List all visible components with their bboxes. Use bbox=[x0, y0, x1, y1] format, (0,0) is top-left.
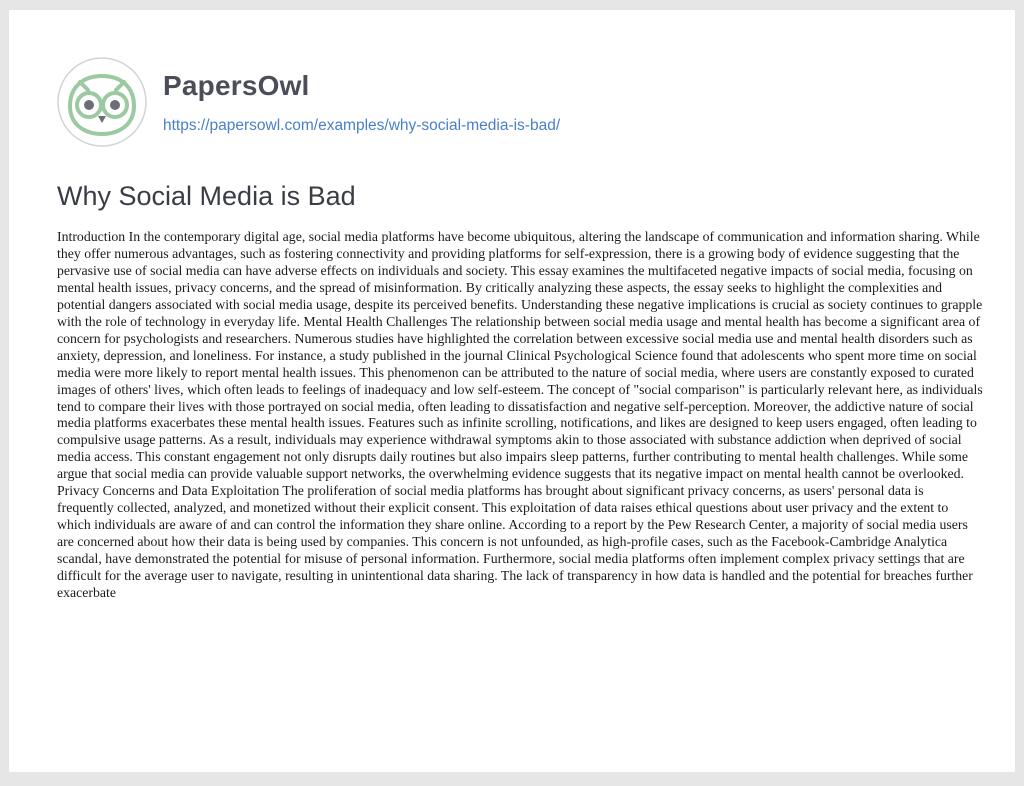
owl-logo-icon bbox=[56, 56, 148, 148]
source-url-link[interactable]: https://papersowl.com/examples/why-social-media-is-bad/ bbox=[163, 117, 561, 134]
document-page bbox=[9, 10, 1015, 772]
essay-body-text: Introduction In the contemporary digital age, social media platforms have become ubiquitous, altering the landscape of communication and information sharing. While they offer numerous advantages, such as fostering connectivity and providing platforms for self-expression, there is a growing body of evidence suggesting that the pervasive use of social media can have adverse effects on individuals and society. This essay examines the multifaceted negative impacts of social media, focusing on mental health issues, privacy concerns, and the spread of misinformation. By critically analyzing these aspects, the essay seeks to highlight the complexities and potential dangers associated with social media usage, despite its perceived benefits. Understanding these negative implications is crucial as society continues to grapple with the role of technology in everyday life. Mental Health Challenges The relationship between social media usage and mental health has become a significant area of concern for psychologists and researchers. Numerous studies have highlighted the correlation between excessive social media use and mental health disorders such as anxiety, depression, and loneliness. For instance, a study published in the journal Clinical Psychological Science found that adolescents who spent more time on social media were more likely to report mental health issues. This phenomenon can be attributed to the nature of social media, where users are constantly exposed to curated images of others' lives, which often leads to feelings of inadequacy and low self-esteem. The concept of "social comparison" is particularly relevant here, as individuals tend to compare their lives with those portrayed on social media, often leading to dissatisfaction and negative self-perception. Moreover, the addictive nature of social media platforms exacerbates these mental health issues. Features such as infinite scrolling, notifications, and likes are designed to keep users engaged, often leading to compulsive usage patterns. As a result, individuals may experience withdrawal symptoms akin to those associated with substance addiction when deprived of social media access. This constant engagement not only disrupts daily routines but also impairs sleep patterns, further contributing to mental health challenges. While some argue that social media can provide valuable support networks, the overwhelming evidence suggests that its negative impact on mental health cannot be overlooked. Privacy Concerns and Data Exploitation The proliferation of social media platforms has brought about significant privacy concerns, as users' personal data is frequently collected, analyzed, and monetized without their explicit consent. This exploitation of data raises ethical questions about user privacy and the extent to which individuals are aware of and can control the information they share online. According to a report by the Pew Research Center, a majority of social media users are concerned about how their data is being used by companies. This concern is not unfounded, as high-profile cases, such as the Facebook-Cambridge Analytica scandal, have demonstrated the potential for misuse of personal information. Furthermore, social media platforms often implement complex privacy settings that are difficult for the average user to navigate, resulting in unintentional data sharing. The lack of transparency in how data is handled and the potential for breaches further exacerbate bbox=[57, 229, 983, 601]
brand-name: PapersOwl bbox=[163, 70, 310, 101]
page-title: Why Social Media is Bad bbox=[57, 181, 356, 211]
